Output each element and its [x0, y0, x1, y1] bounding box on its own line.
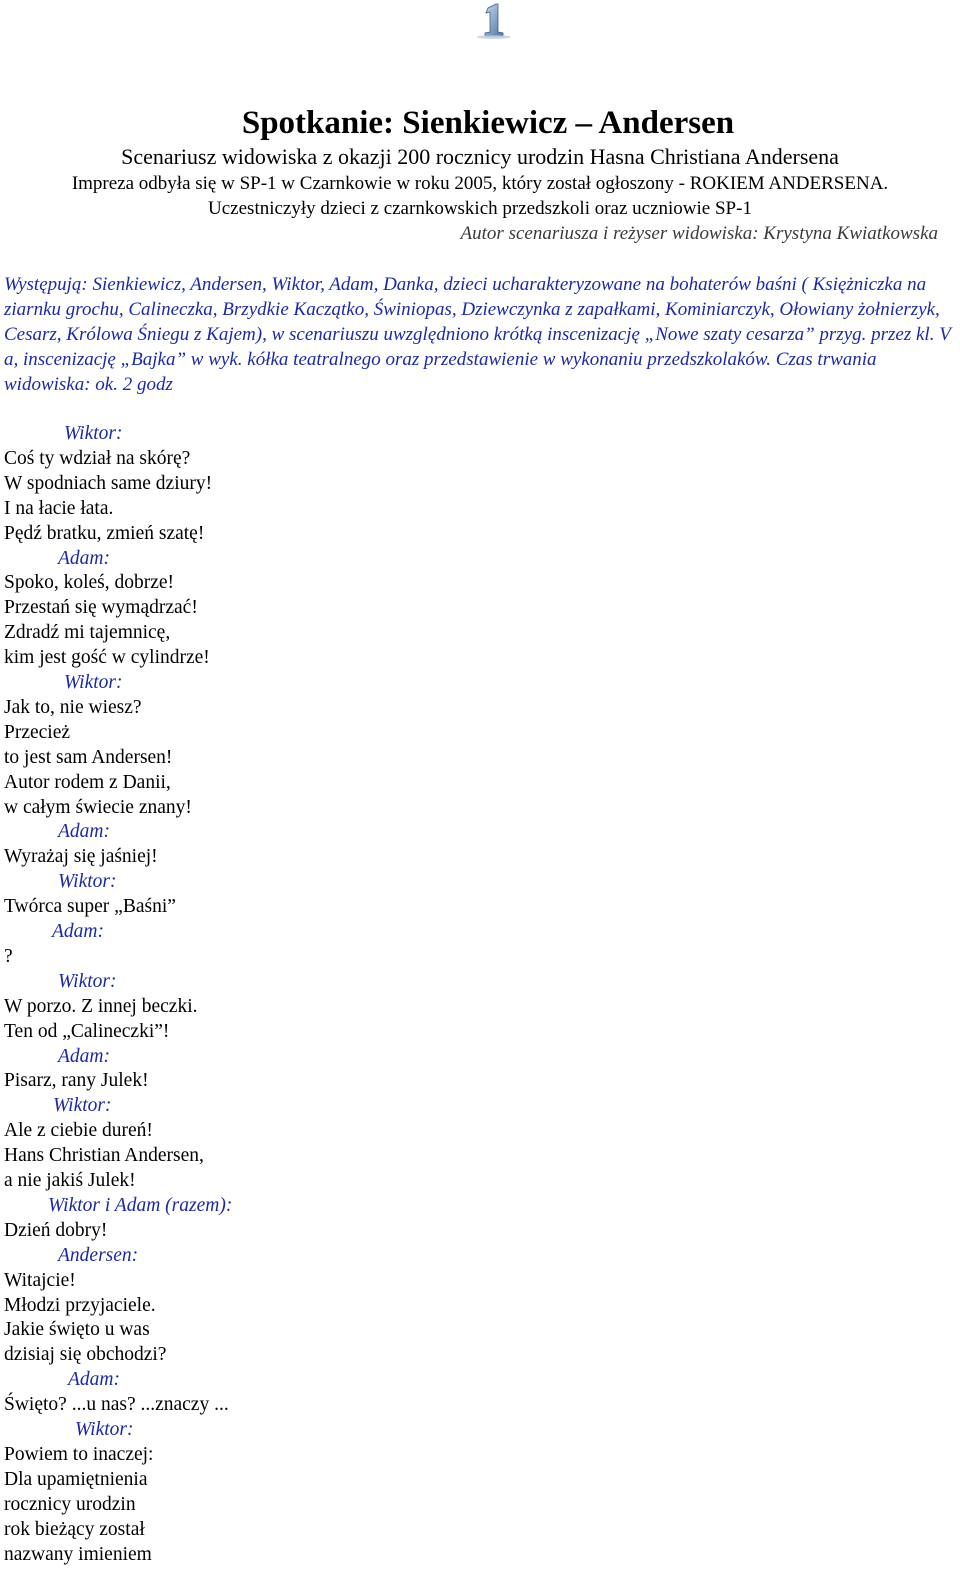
page-subtitle: Scenariusz widowiska z okazji 200 rocznicy urodzin Hasna Christiana Andersena — [121, 144, 839, 169]
speaker-label: Wiktor: — [58, 970, 117, 992]
speaker-label: Andersen: — [58, 1244, 139, 1266]
speaker-label: Wiktor: — [58, 871, 117, 893]
dialogue-line: Przecież — [4, 721, 71, 743]
dialogue-line: rocznicy urodzin — [4, 1493, 136, 1515]
speaker-label: Adam: — [68, 1369, 120, 1391]
dialogue-line: a nie jakiś Julek! — [4, 1170, 136, 1191]
logo-one-icon — [472, 2, 514, 40]
speaker-label: Adam: — [52, 921, 104, 942]
page-title: Spotkanie: Sienkiewicz – Andersen — [241, 105, 735, 141]
dialogue-line: Coś ty wdział na skórę? — [4, 447, 191, 469]
dialogue-line: Witajcie! — [4, 1269, 76, 1291]
dialogue-line: Twórca super „Baśni” — [4, 896, 176, 918]
speaker-label: Adam: — [58, 821, 110, 843]
page-number-logo — [472, 2, 514, 40]
dialogue-line: Powiem to inaczej: — [4, 1443, 154, 1465]
participants-line: Uczestniczyły dzieci z czarnkowskich przedszkoli oraz uczniowie SP-1 — [208, 198, 752, 219]
dialogue-line: Pędź bratku, zmień szatę! — [4, 522, 205, 544]
speaker-label: Adam: — [58, 547, 110, 569]
speaker-label: Wiktor i Adam (razem): — [48, 1194, 233, 1216]
speaker-label: Wiktor: — [64, 423, 123, 444]
dialogue-line: rok bieżący został — [4, 1518, 145, 1540]
dialogue-line: dzisiaj się obchodzi? — [4, 1344, 167, 1366]
dialogue-line: Zdradź mi tajemnicę, — [4, 622, 171, 644]
dialogue-line: W porzo. Z innej beczki. — [4, 995, 198, 1017]
dialogue-line: Jakie święto u was — [4, 1319, 150, 1341]
cast-description: Występują: Sienkiewicz, Andersen, Wiktor, Adam, Danka, dzieci ucharakteryzowane na bohaterów baśni ( Księżniczka na ziarnku grochu, Calineczka, Brzydkie Kaczątko, Świniopas, Dziewczynka z zapałkami, Kominiarczyk, Ołowiany żołnierzyk, Cesarz, Królowa Śniegu z Kajem), w scenariuszu uwzględniono krótką inscenizację „Nowe szaty cesarza” przyg. przez kl. V a, inscenizację „Bajka” w wyk. kółka teatralnego oraz przedstawienie w wykonaniu przedszkolaków. Czas trwania widowiska: ok. 2 godz — [4, 274, 951, 395]
dialogue-line: Dla upamiętnienia — [4, 1468, 148, 1490]
dialogue-line: Ale z ciebie dureń! — [4, 1120, 153, 1142]
dialogue-line: to jest sam Andersen! — [4, 746, 173, 768]
speaker-label: Wiktor: — [53, 1095, 112, 1117]
dialogue-line: Święto? ...u nas? ...znaczy ... — [4, 1394, 229, 1416]
dialogue-line: Przestań się wymądrzać! — [4, 597, 198, 619]
dialogue-line: Autor rodem z Danii, — [4, 771, 171, 793]
dialogue-line: w całym świecie znany! — [4, 796, 192, 818]
speaker-label: Adam: — [58, 1045, 110, 1067]
dialogue-line: Dzień dobry! — [4, 1219, 108, 1241]
speaker-label: Wiktor: — [75, 1419, 134, 1440]
event-info-line: Impreza odbyła się w SP-1 w Czarnkowie w roku 2005, który został ogłoszony - ROKIEM ANDERSENA. — [71, 173, 889, 194]
dialogue-line: Hans Christian Andersen, — [4, 1145, 204, 1167]
speaker-label: Wiktor: — [64, 672, 123, 693]
author-line: Autor scenariusza i reżyser widowiska: Krystyna Kwiatkowska — [460, 223, 938, 244]
dialogue-line: Jak to, nie wiesz? — [4, 696, 142, 718]
dialogue-line: Ten od „Calineczki”! — [4, 1020, 170, 1042]
dialogue-line: Wyrażaj się jaśniej! — [4, 846, 158, 868]
dialogue-line: Pisarz, rany Julek! — [4, 1070, 149, 1092]
dialogue-line: ? — [4, 945, 13, 967]
dialogue-line: Spoko, koleś, dobrze! — [4, 572, 175, 594]
dialogue-line: kim jest gość w cylindrze! — [4, 647, 210, 669]
dialogue-line: W spodniach same dziury! — [4, 472, 213, 494]
dialogue-line: I na łacie łata. — [4, 497, 114, 519]
dialogue-line: Młodzi przyjaciele. — [4, 1294, 156, 1316]
dialogue-line: nazwany imieniem — [4, 1543, 152, 1565]
